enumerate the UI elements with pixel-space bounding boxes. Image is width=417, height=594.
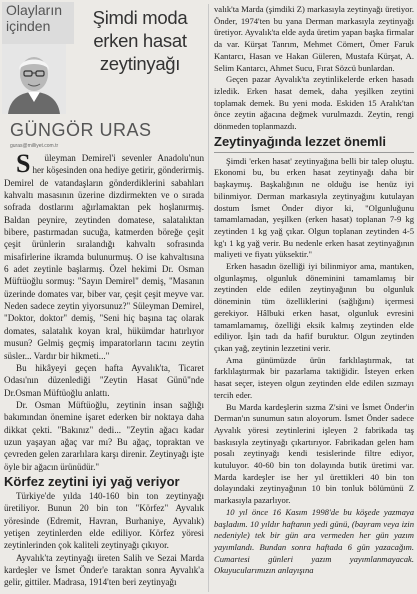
paragraph: Bu hikâyeyi geçen hafta Ayvalık'ta, Ticaret Odası'nın düzenlediği "Zeytin Hasat Günü"nde Dr.Osman Müftüoğlu anlattı. <box>4 362 204 398</box>
column-kicker <box>2 2 74 44</box>
paragraph: Ayvalık'ta zeytinyağı üreten Salih ve Sezai Marda kardeşler ve İsmet Önder'e taraktan sonra Ayvalık'a gelir, gittiler. Madrasa, 1914'ten beri zeytinyağı <box>4 552 204 588</box>
subheading: Zeytinyağında lezzet önemli <box>214 133 386 149</box>
subheading-rule <box>214 152 414 153</box>
kicker-line-2: içinden <box>6 18 51 34</box>
author-byline: GÜNGÖR URAS <box>10 120 152 140</box>
author-portrait <box>2 44 66 114</box>
column-header <box>0 0 204 149</box>
headline-line-2: erken hasat <box>93 30 187 51</box>
paragraph <box>4 149 204 362</box>
paragraph: Şimdi 'erken hasat' zeytinyağına belli bir talep oluştu. Ekonomi bu, bu erken hasat zeytinyağı daha bir başkaymış. Başkalığının ne olduğu ise henüz iyi bilinmiyor. Derman markasıyla zeytinyağını kutulayan dostum İsmet Önder diyor ki, "Olgunluğunu tamamlamadan, yeşilken (erken hasat) toplanan 7-9 kg zeytinden 1 kg yağ çıkar. Olgun toplanan zeytinden 4-5 kg'ı 1 kg yağ verir. Bu nedenle erken hasat zeytinyağının maliyeti ve fiyatı yüksektir." <box>214 155 414 260</box>
paragraph: Erken hasadın özelliği iyi bilinmiyor ama, mantıken, olgunlaşmış, olgunluk döneminini tamamlamış bir zeytinden elde edilen zeytinyağının bu olgunluk döneminin tüm özelliklerini (sağlığını) içermesi gerekiyor. Hâlbuki erken hasat, olgunluk evresini tamamlamamış, özelliği eksik kalmış zeytinden elde ediliyor. İşin tadı da hafif buruktur. Olgun zeytinden çıkan yağ, zeytinin lezzetini verir. <box>214 261 414 353</box>
paragraph: valık'ta Marda (şimdiki Z) markasıyla zeytinyağı üretiyor. Önder, 1974'ten bu yana Derman markasıyla zeytinyağı üretiyor. Ayvalık'ta elde ayda üretim yapan başka firmalar da var. Kürşat Tanrım, Mehmet Cömert, Ömer Faruk Kantarcı, Hasan ve Hakan Güleren, Mustafa Kürşat, A. Selim Kantarcı, Ahmet Sucu, Fırat Sözcü bunlardan. <box>214 4 414 73</box>
kicker-line-1: Olayların <box>6 2 63 18</box>
paragraph: Türkiye'de yılda 140-160 bin ton zeytinyağı üretiliyor. Bunun 20 bin ton "Körfez" Ayvalık yöresinde (Edremit, Havran, Burhaniye, Ayvalık) yetişen zeytinlerden elde ediliyor. Körfez yöresi zeytinlerinden çok kaliteli zeytinyağı çıkıyor. <box>4 490 204 551</box>
column-divider <box>208 4 209 592</box>
paragraph: Ama günümüzde ürün farklılaştırmak, tat farklılaştırmak bir pazarlama taktiğidir. İsteyen erken hasat seçer, isteyen olgun zeytinden elde edilen sızmayı tercih eder. <box>214 354 414 400</box>
headline <box>76 6 204 75</box>
paragraph: Geçen pazar Ayvalık'ta zeytinlikelerde erken hasadı izledik. Erken hasat demek, daha yeşilken zeytini toplamak demek. Bu yeni moda. Eskiden 15 Aralık'tan önce zeytin ağacına değmek vurulmazdı. Zeytin, rengi dönmeden toplanmazdı. <box>214 74 414 132</box>
drop-cap: S <box>16 149 31 178</box>
subheading: Körfez zeytini iyi yağ veriyor <box>4 473 180 489</box>
paragraph: Dr. Osman Müftüoğlu, zeytinin insan sağlığı bakımından önemine işaret ederken bir noktaya daha dikkat çekti. "Bakınız" dedi... "Zeytin ağacı kadar uzun yaşayan ağaç var mı? Bu ağaç, topraktan ve çevreden gelen zararlılara karşı direnir. Zeytinyağı işte öyle bir ağacın ürünüdür." <box>4 399 204 472</box>
paragraph: 10 yıl önce 16 Kasım 1998'de bu köşede yazmaya başladım. 10 yıldır haftanın yedi günü, (bayram veya izin nedeniyle) tek bir gün ara vermeden her gün yazım yayımlandı. Bundan sonra haftada 6 gün yazacağım. Cumartesi günleri yazım yayımlanmayacak. Okuyucularımızın anlayışına <box>214 506 414 576</box>
headline-line-3: zeytinyağı <box>99 53 181 74</box>
left-column <box>4 149 204 589</box>
paragraph-text: üleyman Demirel'i sevenler Anadolu'nun her köşesinden ona hediye getirir, gönderirmiş. Demirel de vatandaşların gönderdiklerini sabahları kahvaltı masasının üzerine dizdirmekten ve o sırada sofrada dostlarını ağırlamaktan pek hoşlanırmış. Baldan peynire, zeytinden domatese, salatalıktan bibere, pastırmadan sucuğa, katmerden böreğe çeşit çeşit ürünlerin sıralandığı kahvaltı sofrasında misafirlerine ikramda bulunurmuş. O ise kahvaltısına 6 adet zeytinle başlarmış. Özel hekimi Dr. Osman Müftüoğlu sormuş: "Sayın Demirel" demiş, "Masanın üzerinde domates var, biber var, çeşit çeşit meyve var. Neden sadece zeytin yiyorsunuz?" Süleyman Demirel, "Doktor, doktor" demiş, "Seni hiç başına taç olarak domates, salatalık koyan kral, hükümdar hatırlıyor musun? Gelmiş geçmiş imparatorların tacını zeytin süsler... Vardır bir hikmeti..." <box>4 153 204 361</box>
author-email: guras@milliyet.com.tr <box>10 143 59 149</box>
paragraph: Bu Marda kardeşlerin sızma Z'sini ve İsmet Önder'in Derman'ın sunumun satın aloyorum. İsmet Önder sadece Ayvalık yöresi zeytinlerini işleyen 2 fabrikada taş baskısıyla zeytinyağı çıkartırıyor. Fabrikadan gelen ham posalı zeytinyağı kendi tesislerinde filtre ediyor, kutuluyor. 40-60 bin ton dolayında butik üretimi var. Marda kardeşler ise her yıl ürettikleri 40 bin ton dolayındaki zeytinyağının 10 bin tonluk bölümünü Z markasıyla pazarlıyor. <box>214 401 414 506</box>
headline-line-1: Şimdi moda <box>92 7 188 28</box>
right-column <box>214 4 414 577</box>
